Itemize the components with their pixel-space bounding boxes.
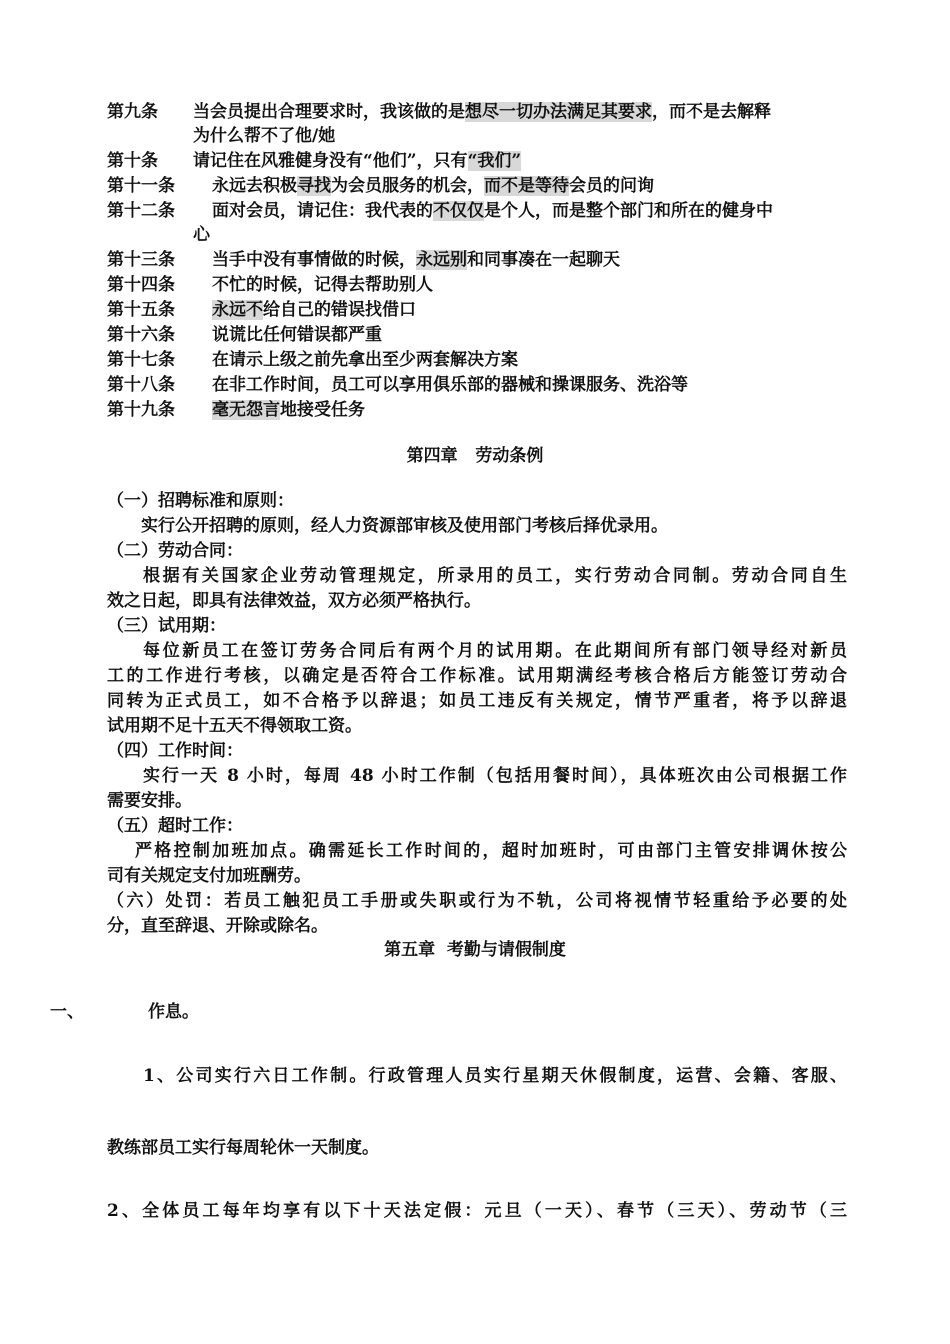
highlight: 毫无怨言 [212,400,280,420]
section-line: 需要安排。 [107,791,192,811]
article-15-label: 第十五条 [107,300,175,320]
section-line: （六）处罚：若员工触犯员工手册或失职或行为不轨，公司将视情节轻重给予必要的处 [107,891,847,911]
article-13-text: 当手中没有事情做的时候，永远别和同事凑在一起聊天 [212,250,620,270]
article-13-label: 第十三条 [107,250,175,270]
article-9-text: 当会员提出合理要求时，我该做的是想尽一切办法满足其要求，而不是去解释 [193,102,771,122]
highlight: 寻找 [297,176,331,196]
article-12-cont: 心 [193,225,210,245]
highlight: 而不是等待 [484,176,569,196]
section-heading: （三）试用期： [107,616,226,636]
article-11-text: 永远去积极寻找为会员服务的机会，而不是等待会员的问询 [212,176,654,196]
chapter-4-title: 第四章 劳动条例 [406,446,544,466]
item-text: 作息。 [148,1002,199,1022]
section-line: 工的工作进行考核，以确定是否符合工作标准。试用期满经考核合格后方能签订劳动合 [107,666,847,686]
article-12-text: 面对会员，请记住：我代表的不仅仅是个人，而是整个部门和所在的健身中 [212,201,773,221]
section-heading: （一）招聘标准和原则： [107,491,294,511]
paragraph-1a: 1、公司实行六日工作制。行政管理人员实行星期天休假制度，运营、会籍、客服、 [143,1066,847,1086]
highlight: 想尽一切办法满足其要求 [465,102,652,122]
section-line: 试用期不足十五天不得领取工资。 [107,716,362,736]
section-line: 根据有关国家企业劳动管理规定，所录用的员工，实行劳动合同制。劳动合同自生 [143,566,847,586]
chapter-5-title: 第五章 考勤与请假制度 [384,940,566,960]
article-15-text: 永远不给自己的错误找借口 [212,300,416,320]
article-16-label: 第十六条 [107,325,175,345]
highlight: “我们” [467,151,522,171]
highlight: 不仅仅 [433,201,484,221]
highlight: 永远别 [416,250,467,270]
paragraph-2: 2、全体员工每年均享有以下十天法定假：元旦（一天）、春节（三天）、劳动节（三 [107,1201,847,1221]
section-line: 严格控制加班加点。确需延长工作时间的，超时加班时，可由部门主管安排调休按公 [135,841,847,861]
article-14-text: 不忙的时候，记得去帮助别人 [212,275,433,295]
article-9 [107,100,158,124]
article-17-label: 第十七条 [107,350,175,370]
article-18-label: 第十八条 [107,375,175,395]
article-label: 第九条 [107,102,158,122]
item-number: 一、 [50,1002,84,1022]
section-line: 同转为正式员工，如不合格予以辞退；如员工违反有关规定，情节严重者，将予以辞退 [107,691,847,711]
article-19-label: 第十九条 [107,400,175,420]
section-line: 实行公开招聘的原则，经人力资源部审核及使用部门考核后择优录用。 [141,516,668,536]
article-12-label: 第十二条 [107,201,175,221]
section-line: 司有关规定支付加班酬劳。 [107,866,311,886]
article-10-text: 请记住在风雅健身没有“他们”，只有“我们” [193,151,522,171]
section-line: 效之日起，即具有法律效益，双方必须严格执行。 [107,591,481,611]
article-17-text: 在请示上级之前先拿出至少两套解决方案 [212,350,518,370]
article-10-label: 第十条 [107,151,158,171]
section-line: 实行一天 8 小时，每周 48 小时工作制（包括用餐时间），具体班次由公司根据工作 [143,766,847,786]
section-heading: （五）超时工作： [107,816,243,836]
section-heading: （四）工作时间： [107,741,243,761]
article-18-text: 在非工作时间，员工可以享用俱乐部的器械和操课服务、洗浴等 [212,375,688,395]
article-14-label: 第十四条 [107,275,175,295]
article-19-text: 毫无怨言地接受任务 [212,400,365,420]
section-line: 每位新员工在签订劳务合同后有两个月的试用期。在此期间所有部门领导经对新员 [143,641,847,661]
section-line: 分，直至辞退、开除或除名。 [107,916,328,936]
article-9-cont: 为什么帮不了他/她 [193,126,336,146]
section-heading: （二）劳动合同： [107,541,243,561]
article-16-text: 说谎比任何错误都严重 [212,325,382,345]
paragraph-1b: 教练部员工实行每周轮休一天制度。 [107,1138,379,1158]
highlight: 永远不 [212,300,263,320]
article-11-label: 第十一条 [107,176,175,196]
